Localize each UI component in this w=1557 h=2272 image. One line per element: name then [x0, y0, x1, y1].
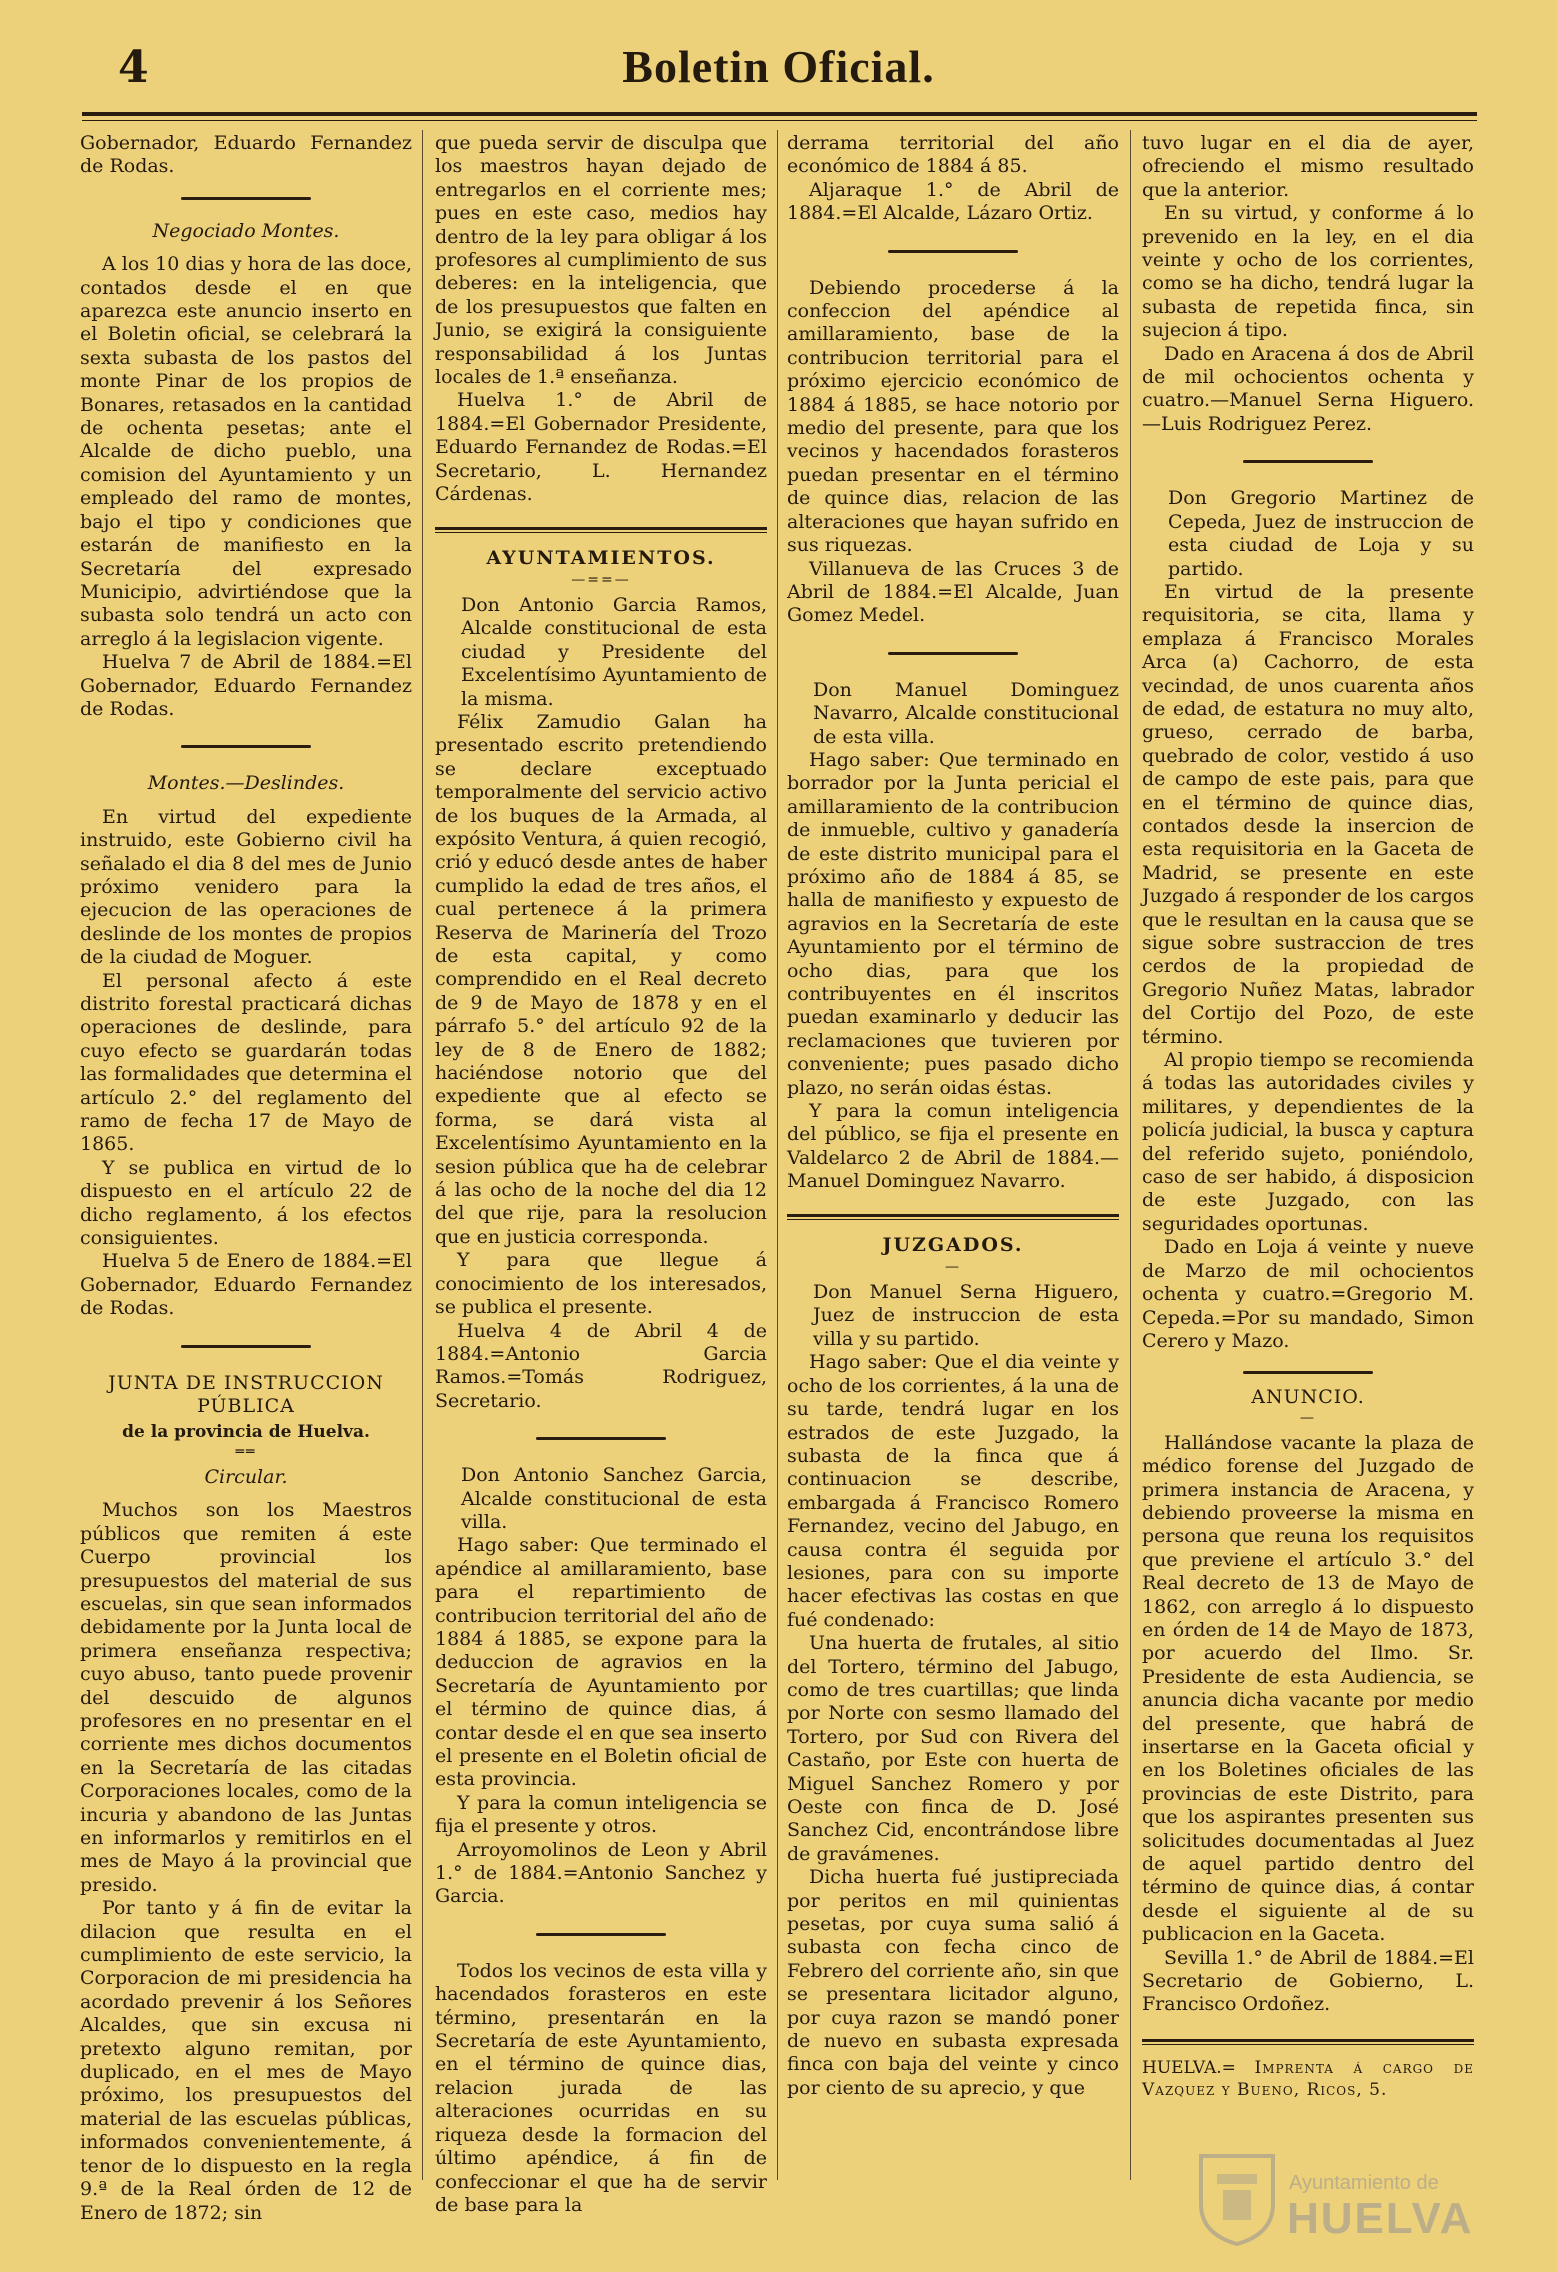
- paragraph: Hago saber: Que el dia veinte y ocho de los corrientes, á la una de su tarde, tendrá lugar en los estrados de este Juzgado, la subasta de la finca que á continuacion se describe, embargada á Francisco Romero Fernandez, vecino del Jabugo, en causa contra él seguida por lesiones, para con su importe hacer efectivas las costas en que fué condenado:: [787, 1351, 1119, 1631]
- paragraph: Don Manuel Serna Higuero, Juez de instruccion de esta villa y su partido.: [813, 1281, 1119, 1350]
- signature: Aljaraque 1.° de Abril de 1884.=El Alcalde, Lázaro Ortiz.: [787, 178, 1119, 225]
- signature: Huelva 7 de Abril de 1884.=El Gobernador, Eduardo Fernandez de Rodas.: [80, 651, 412, 720]
- paragraph: A los 10 dias y hora de las doce, contados desde el en que aparezca este anuncio inserto en el Boletin oficial, se celebrará la sexta subasta de los pastos del monte Pinar de los propios de Bonares, retasados en la cantidad de ochenta pesetas; ante el Alcalde de dicho pueblo, una comision del Ayuntamiento y un empleado del ramo de montes, bajo el tipo y condiciones que estarán de manifiesto en la Secretaría del expresado Municipio, advirtiéndose que la subasta solo tendrá un acto con arreglo á la legislacion vigente.: [80, 253, 412, 650]
- signature: Huelva 5 de Enero de 1884.=El Gobernador, Eduardo Fernandez de Rodas.: [80, 1250, 412, 1320]
- paragraph: Y se publica en virtud de lo dispuesto en el artículo 22 de dicho reglamento, á los efectos consiguientes.: [80, 1156, 412, 1250]
- paragraph: Hago saber: Que terminado en borrador por la Junta pericial el amillaramiento de la contribucion de inmueble, cultivo y ganadería de este distrito municipal para el próximo año de 1884 á 85, se halla de manifiesto y expuesto de agravios en la Secretaría de este Ayuntamiento por el término de ocho dias, para que los contribuyentes en él inscritos puedan examinarlo y deducir las reclamaciones que tuvieren por conveniente; pues pasado dicho plazo, no serán oidas éstas.: [787, 748, 1119, 1099]
- separator: [888, 652, 1018, 655]
- separator: [1243, 1371, 1373, 1374]
- watermark-line-1: Ayuntamiento de: [1289, 2172, 1439, 2194]
- separator: [1243, 460, 1373, 463]
- section-heading: Montes.—Deslindes.: [147, 772, 345, 795]
- paragraph: Y para que llegue á conocimiento de los interesados, se publica el presente.: [435, 1249, 767, 1319]
- ornament: ══: [235, 1443, 257, 1460]
- separator: [536, 1933, 666, 1936]
- signature: Arroyomolinos de Leon y Abril 1.° de 1884.=Antonio Sanchez y Garcia.: [435, 1838, 767, 1908]
- watermark-line-2: HUELVA: [1287, 2194, 1474, 2243]
- city-shield-icon: [1195, 2150, 1279, 2246]
- anuncio-heading: ANUNCIO.: [1251, 1386, 1365, 1409]
- junta-subheading: de la provincia de Huelva.: [122, 1421, 370, 1442]
- paragraph: Gobernador, Eduardo Fernandez de Rodas.: [80, 132, 412, 178]
- paragraph: derrama territorial del año económico de 1884 á 85.: [787, 132, 1119, 178]
- ayuntamientos-heading: AYUNTAMIENTOS.: [486, 546, 716, 569]
- column-3: [787, 132, 1119, 2100]
- column-divider: [1130, 130, 1131, 2180]
- imprint-printer: Imprenta á cargo de Vazquez y Bueno, Ricos, 5.: [1142, 2057, 1474, 2100]
- column-2: [435, 132, 767, 2217]
- paragraph: En virtud de la presente requisitoria, se cita, llama y emplaza á Francisco Morales Arca (a) Cachorro, de esta vecindad, de unos cuarenta años de edad, de estatura no muy alto, grueso, cerrado de barba, quebrado de color, vestido á uso de campo de este pais, para que en el término de quince dias, contados desde la insercion de esta requisitoria en la Gaceta de Madrid, se presente en este Juzgado á responder de los cargos que le resultan en la causa que se sigue sobre sustraccion de tres cerdos de la propiedad de Gregorio Nuñez Matas, labrador del Cortijo del Pozo, de este término.: [1142, 580, 1474, 1048]
- signature: Dado en Loja á veinte y nueve de Marzo de mil ochocientos ochenta y cuatro.=Gregorio M. Cepeda.=Por su mandado, Simon Cerero y Mazo.: [1142, 1236, 1474, 1352]
- paragraph: Muchos son los Maestros públicos que remiten á este Cuerpo provincial los presupuestos del material de sus escuelas, sin que sean informados debidamente por la Junta local de primera enseñanza respectiva; cuyo abuso, tanto puede provenir del descuido de algunos profesores en no presentar en el corriente mes dichos documentos en la Secretaría de las citadas Corporaciones locales, como de la incuria y abandono de las Juntas en informarlos y remitirlos en el mes de Mayo á la provincial que presido.: [80, 1499, 412, 1896]
- separator: [181, 745, 311, 748]
- column-divider: [777, 130, 778, 2180]
- paragraph: tuvo lugar en el dia de ayer, ofreciendo el mismo resultado que la anterior.: [1142, 132, 1474, 201]
- page-number: 4: [118, 42, 149, 93]
- page-title: Boletin Oficial.: [622, 41, 935, 92]
- paragraph: Hallándose vacante la plaza de médico forense del Juzgado de primera instancia de Aracena, y debiendo proveerse la misma en persona que reuna los requisitos que previene el artículo 3.° del Real decreto de 13 de Mayo de 1862, con arreglo á lo dispuesto en órden de 14 de Mayo de 1873, por acuerdo del Ilmo. Sr. Presidente de esta Audiencia, se anuncia dicha vacante por medio del presente, que habrá de insertarse en la Gaceta oficial y en los Boletines oficiales de las provincias de este Distrito, para que los aspirantes presenten sus solicitudes documentadas al Juez de aquel partido dentro del término de quince dias, á contar desde el siguiente al de su publicacion en la Gaceta.: [1142, 1431, 1474, 1946]
- column-divider: [422, 130, 423, 2180]
- header-rule: [82, 112, 1477, 116]
- column-1: [80, 132, 412, 2225]
- paragraph: Una huerta de frutales, al sitio del Tortero, término del Jabugo, como de tres cuartillas; que linda por Norte con sesmo llamado del Tortero, por Sud con Rivera del Castaño, por Este con huerta de Miguel Sanchez Romero y por Oeste con finca de D. José Sanchez Cid, encontrándose libre de gravámenes.: [787, 1632, 1119, 1865]
- section-heading: Negociado Montes.: [152, 219, 340, 242]
- paragraph: Y para la comun inteligencia se fija el presente y otros.: [435, 1791, 767, 1838]
- signature: Huelva 4 de Abril 4 de 1884.=Antonio Garcia Ramos.=Tomás Rodriguez, Secretario.: [435, 1319, 767, 1412]
- imprint: [1142, 2057, 1474, 2101]
- watermark: [1195, 2150, 1495, 2250]
- paragraph: Don Antonio Sanchez Garcia, Alcalde constitucional de esta villa.: [461, 1464, 767, 1533]
- section-rule: [1142, 2039, 1474, 2045]
- ornament: —: [1300, 1409, 1316, 1426]
- paragraph: Hago saber: Que terminado el apéndice al amillaramiento, base para el repartimiento de contribucion territorial del año de 1884 á 1885, se expone para la deduccion de agravios en la Secretaría de Ayuntamiento por el término de quince dias, á contar desde el en que sea inserto el presente en el Boletin oficial de esta provincia.: [435, 1534, 767, 1791]
- paragraph: Don Gregorio Martinez de Cepeda, Juez de instruccion de esta ciudad de Loja y su partido.: [1168, 487, 1474, 580]
- signature: Villanueva de las Cruces 3 de Abril de 1884.=El Alcalde, Juan Gomez Medel.: [787, 557, 1119, 627]
- paragraph: En virtud del expediente instruido, este Gobierno civil ha señalado el dia 8 del mes de Junio próximo venidero para la ejecucion de las operaciones de deslinde de los montes de propios de la ciudad de Moguer.: [80, 805, 412, 969]
- imprint-city: HUELVA.=: [1142, 2057, 1236, 2078]
- separator: [536, 1437, 666, 1440]
- paragraph: Todos los vecinos de esta villa y hacendados forasteros en este término, presentarán en la Secretaría de este Ayuntamiento, en el término de quince dias, relacion jurada de las alteraciones ocurridas en su riqueza desde la formacion del último apéndice, á fin de confeccionar el que ha de servir de base para la: [435, 1959, 767, 2216]
- paragraph: Don Manuel Dominguez Navarro, Alcalde constitucional de esta villa.: [813, 678, 1119, 748]
- paragraph: Dicha huerta fué justipreciada por peritos en mil quinientas pesetas, por cuya suma salió á subasta con fecha cinco de Febrero del corriente año, sin que se presentara licitador alguno, por cuya razon se mandó poner de nuevo en subasta expresada finca con baja del veinte y cinco por ciento de su aprecio, y que: [787, 1866, 1119, 2099]
- signature: Sevilla 1.° de Abril de 1884.=El Secretario de Gobierno, L. Francisco Ordoñez.: [1142, 1946, 1474, 2016]
- junta-heading: JUNTA DE INSTRUCCION PÚBLICA: [108, 1371, 384, 1418]
- paragraph: En su virtud, y conforme á lo prevenido en la ley, en el dia veinte y ocho de los corrientes, como se ha dicho, tendrá lugar la subasta de repetida finca, sin sujecion á tipo.: [1142, 202, 1474, 342]
- ornament: —==—: [571, 571, 631, 588]
- header-rule-thin: [82, 120, 1477, 121]
- separator: [181, 197, 311, 200]
- section-rule: [435, 527, 767, 533]
- section-rule: [787, 1214, 1119, 1220]
- paragraph: Al propio tiempo se recomienda á todas las autoridades civiles y militares, y dependientes de la policía judicial, la busca y captura del referido sujeto, poniéndolo, caso de ser habido, á disposicion de este Juzgado, con las seguridades oportunas.: [1142, 1049, 1474, 1235]
- paragraph: El personal afecto á este distrito forestal practicará dichas operaciones de deslinde, para cuyo efecto se guardarán todas las formalidades que determina el artículo 2.° del reglamento del ramo de fecha 17 de Mayo de 1865.: [80, 969, 412, 1156]
- paragraph: que pueda servir de disculpa que los maestros hayan dejado de entregarlos en el corriente mes; pues en este caso, medios hay dentro de la ley para obligar á los profesores al cumplimiento de sus deberes: en la inteligencia, que de los presupuestos que falten en Junio, se exigirá la consiguiente responsabilidad á los Juntas locales de 1.ª enseñanza.: [435, 132, 767, 389]
- signature: Dado en Aracena á dos de Abril de mil ochocientos ochenta y cuatro.—Manuel Serna Higuero.—Luis Rodriguez Perez.: [1142, 342, 1474, 435]
- ornament: —: [945, 1259, 961, 1276]
- paragraph: Debiendo procederse á la confeccion del apéndice al amillaramiento, base de la contribucion territorial para el próximo ejercicio económico de 1884 á 1885, se hace notorio por medio del presente, para que los vecinos y hacendados forasteros puedan presentar en el término de quince dias, relacion de las alteraciones que hayan sufrido en sus riquezas.: [787, 276, 1119, 557]
- separator: [888, 250, 1018, 253]
- paragraph: Por tanto y á fin de evitar la dilacion que resulta en el cumplimiento de este servicio, la Corporacion de mi presidencia ha acordado prevenir á los Señores Alcaldes, que sin excusa ni pretexto alguno remitan, por duplicado, en el mes de Mayo próximo, los presupuestos del material de las escuelas públicas, informados convenientemente, á tenor de lo dispuesto en la regla 9.ª de la Real órden de 12 de Enero de 1872; sin: [80, 1897, 412, 2224]
- column-4: [1142, 132, 1474, 2101]
- juzgados-heading: JUZGADOS.: [882, 1233, 1024, 1256]
- signature: Huelva 1.° de Abril de 1884.=El Gobernador Presidente, Eduardo Fernandez de Rodas.=El Secretario, L. Hernandez Cárdenas.: [435, 389, 767, 506]
- paragraph: Don Antonio Garcia Ramos, Alcalde constitucional de esta ciudad y Presidente del Excelentísimo Ayuntamiento de la misma.: [461, 593, 767, 710]
- separator: [181, 1345, 311, 1348]
- paragraph: Y para la comun inteligencia del público, se fija el presente en Valdelarco 2 de Abril de 1884.—Manuel Dominguez Navarro.: [787, 1100, 1119, 1193]
- paragraph: Félix Zamudio Galan ha presentado escrito pretendiendo se declare exceptuado temporalmente del servicio activo de los buques de la Armada, al expósito Ventura, á quien recogió, crió y educó desde antes de haber cumplido la edad de tres años, el cual pertenece á la primera Reserva de Marinería del Trozo de esta capital, y como comprendido en el Real decreto de 9 de Mayo de 1878 y en el párrafo 5.° del artículo 92 de la ley de 8 de Enero de 1882; haciéndose notorio que del expediente que al efecto se forma, se dará vista al Excelentísimo Ayuntamiento en la sesion pública que ha de celebrar á las ocho de la noche del dia 12 del que rije, para la resolucion que en justicia corresponda.: [435, 710, 767, 1248]
- section-heading: Circular.: [204, 1465, 288, 1488]
